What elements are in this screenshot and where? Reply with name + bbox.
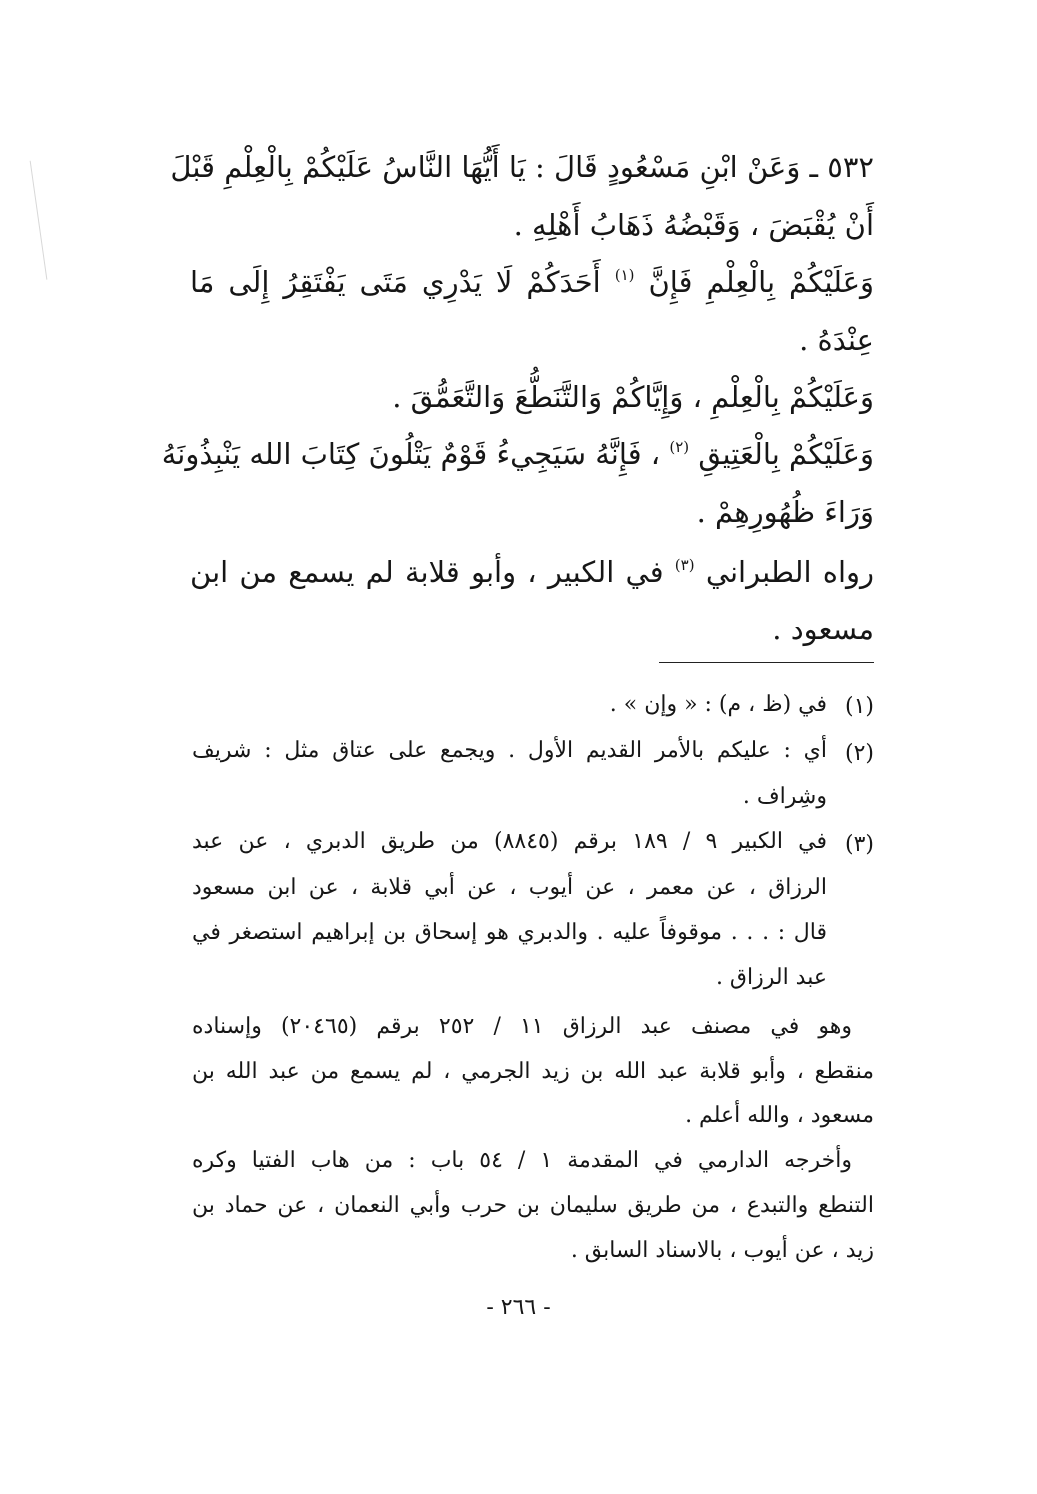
footnote-ref-2: (٢) <box>669 438 690 456</box>
line-6-start: وَعَلَيْكُمْ بِالْعَتِيقِ <box>698 437 874 471</box>
footnote-3-para-3-line-1: وأخرجه الدارمي في المقدمة ١ / ٥٤ باب : من هاب الفتيا وكره <box>192 1148 852 1173</box>
footnote-1-text: في (ظ ، م) : « وإن » . <box>609 692 827 717</box>
footnote-3-line-1: في الكبير ٩ / ١٨٩ برقم (٨٨٤٥) من طريق الدبري ، عن عبد <box>192 829 827 854</box>
footnote-3-para-3-line-2: التنطع والتبدع ، من طريق سليمان بن حرب وأبي النعمان ، عن حماد بن <box>192 1193 874 1218</box>
hadith-line-8 <box>190 555 874 590</box>
hadith-line-7: وَرَاءَ ظُهُورِهِمْ . <box>696 495 874 529</box>
footnote-2-line-2: وشِراف . <box>742 784 827 809</box>
line-8-end: في الكبير ، وأبو قلابة لم يسمع من ابن <box>190 555 664 589</box>
scan-artifact <box>30 160 51 279</box>
footnote-separator <box>659 662 874 663</box>
line-3-start: وَعَلَيْكُمْ بِالْعِلْمِ فَإِنَّ <box>648 265 875 299</box>
hadith-line-2: أَنْ يُقْبَضَ ، وَقَبْضُهُ ذَهَابُ أَهْلِهِ . <box>513 208 874 242</box>
hadith-line-4: عِنْدَهُ . <box>799 323 874 357</box>
hadith-line-5: وَعَلَيْكُمْ بِالْعِلْمِ ، وَإِيَّاكُمْ وَالتَّنَطُّعَ وَالتَّعَمُّقَ . <box>392 380 874 414</box>
footnote-3-line-4: عبد الرزاق . <box>715 965 827 990</box>
hadith-line-6 <box>161 437 874 472</box>
footnote-3-para-2-line-1: وهو في مصنف عبد الرزاق ١١ / ٢٥٢ برقم (٢٠٤٦٥) وإسناده <box>192 1014 852 1039</box>
footnote-1-number: (١) <box>844 694 874 719</box>
footnote-ref-3: (٣) <box>674 556 695 574</box>
line-3-end: أَحَدَكُمْ لَا يَدْرِي مَتَى يَفْتَقِرُ إِلَى مَا <box>190 265 601 299</box>
footnote-ref-1: (١) <box>614 266 635 284</box>
line-6-end: ، فَإِنَّهُ سَيَجِيءُ قَوْمٌ يَتْلُونَ كِتَابَ الله يَنْبِذُونَهُ <box>161 437 661 471</box>
hadith-line-1: ٥٣٢ ـ وَعَنْ ابْنِ مَسْعُودٍ قَالَ : يَا أَيُّهَا النَّاسُ عَلَيْكُمْ بِالْعِلْمِ قَبْلَ <box>170 150 874 184</box>
footnote-3-para-2-line-3: مسعود ، والله أعلم . <box>685 1103 874 1128</box>
footnote-3-line-3: قال : . . . موقوفاً عليه . والدبري هو إسحاق بن إبراهيم استصغر في <box>192 920 827 945</box>
footnote-3-line-2: الرزاق ، عن معمر ، عن أيوب ، عن أبي قلابة ، عن ابن مسعود <box>192 875 827 900</box>
footnote-2-number: (٢) <box>844 741 874 766</box>
hadith-line-9: مسعود . <box>772 612 874 646</box>
page-number: - ٢٦٦ - <box>486 1295 551 1320</box>
footnote-3-number: (٣) <box>844 832 874 857</box>
footnote-3-para-3-line-3: زيد ، عن أيوب ، بالاسناد السابق . <box>570 1238 874 1263</box>
footnote-3-para-2-line-2: منقطع ، وأبو قلابة عبد الله بن زيد الجرمي ، لم يسمع من عبد الله بن <box>192 1059 874 1084</box>
line-8-start: رواه الطبراني <box>705 555 875 589</box>
footnote-2-line-1: أي : عليكم بالأمر القديم الأول . ويجمع على عتاق مثل : شريف <box>192 738 827 763</box>
hadith-line-3 <box>190 265 874 300</box>
